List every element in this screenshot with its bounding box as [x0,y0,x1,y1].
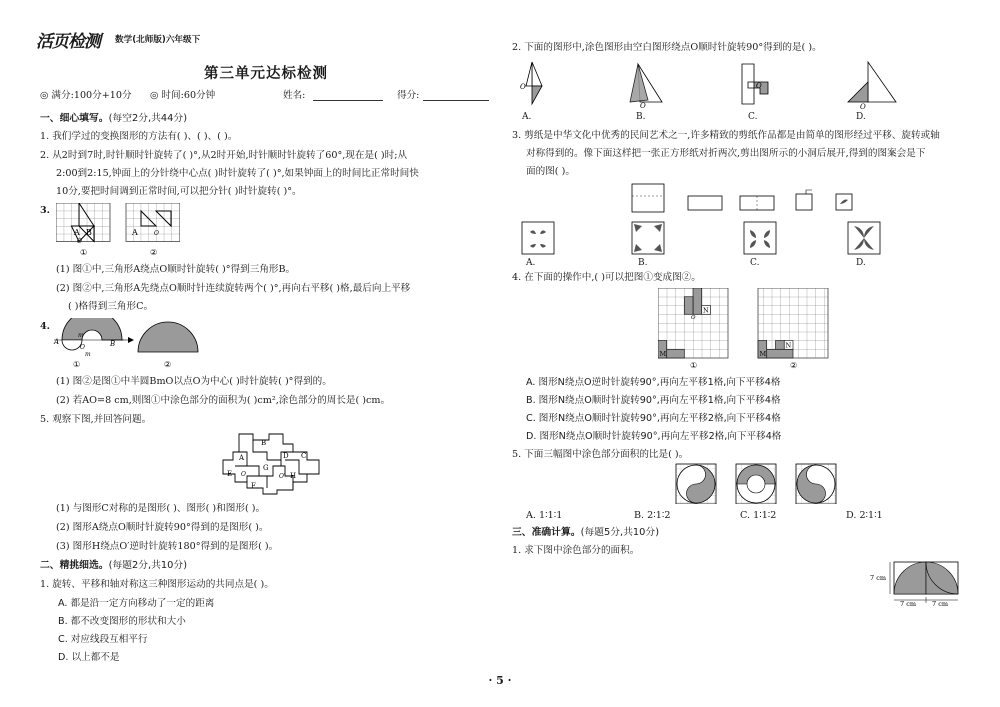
label-A: A [54,338,60,346]
optB-O: O [640,102,646,110]
q2-4-option-b[interactable]: B. 图形N绕点O顺时针旋转90°,再向左平移1格,向下平移4格 [526,395,781,406]
grade-field[interactable] [423,100,489,101]
q1-5-c: (3) 图形H绕点O′逆时针旋转180°得到的是图形( )。 [56,541,279,552]
optA-O: O [520,83,526,91]
q1-4-b: (2) 若AO=8 cm,则图①中涂色部分的面积为( )cm²,涂色部分的周长是( )cm。 [56,395,391,406]
semicircle-2 [138,322,198,352]
dim-width-1: 7 cm [900,600,917,606]
q2-4-option-a[interactable]: A. 图形N绕点O逆时针旋转90°,再向左平移1格,向下平移4格 [526,377,781,388]
optD-O: O [860,103,866,110]
q2-5-option-b[interactable]: B. 2∶1∶2 [634,510,671,521]
grid2-caption: ② [790,361,798,370]
puzzle-A: A [239,454,245,462]
label-a1: A [74,228,80,237]
grid2-M: M [759,350,767,358]
q2-1: 1. 旋转、平移和轴对称这三种图形运动的共同点是( )。 [40,579,274,590]
grade-label: 得分: [397,90,420,101]
q2-3-pattern-options [500,220,1000,256]
section-1-heading: 一、细心填写。(每空2分,共44分) [40,113,188,124]
q2-5-option-d[interactable]: D. 2∶1∶1 [846,510,883,521]
q1-3-number: 3. [40,205,51,216]
q2-4: 4. 在下面的操作中,( )可以把图①变成图②。 [512,272,701,283]
q1-5-b: (2) 图形A绕点O顺时针旋转90°得到的是图形( )。 [56,522,269,533]
q2-3-line3: 面的图( )。 [526,166,575,177]
q4-semicircle-figure [52,318,202,370]
q3-grid-figure [56,203,180,257]
grid1-N: N [703,306,709,315]
time-info: ◎ 时间:60分钟 [150,90,216,101]
label-o2: O [154,230,159,237]
score-info: ◎ 满分:100分+10分 [40,90,132,101]
q2-5-option-c[interactable]: C. 1∶1∶2 [740,510,777,521]
q2-3-line1: 3. 剪纸是中华文化中优秀的民间艺术之一,许多精致的剪纸作品都是由简单的图形经过平移、旋转或轴 [512,130,940,141]
q2-1-option-d[interactable]: D. 以上都不是 [58,652,120,663]
puzzle-G: G [263,464,269,472]
book-subtitle: 数学(北师版)六年级下 [115,35,201,45]
grid1-M: M [659,350,667,358]
q1-1: 1. 我们学过的变换图形的方法有( )、( )、( )。 [40,131,238,142]
label-b1: B [86,228,92,237]
q1-3-a: (1) 图①中,三角形A绕点O顺时针旋转( )°得到三角形B。 [56,264,296,275]
label-m2: m [85,351,91,358]
name-label: 姓名: [283,90,306,101]
label-O: O [80,344,85,351]
shaded-crescent [62,318,122,340]
brand-logo: 活页检测 [36,32,100,52]
q1-3-b-line2: ( )格得到三角形C。 [68,301,154,312]
q2-4-option-d[interactable]: D. 图形N绕点O顺时针旋转90°,再向左平移2格,向下平移4格 [526,431,782,442]
q1-5-a: (1) 与图形C对称的是图形( )、图形( )和图形( )。 [56,503,266,514]
puzzle-O: O [241,471,246,478]
q1-2-line1: 2. 从2时到7时,时针顺时针旋转了( )°,从2时开始,时针顺时针旋转了60°,现在是( )时;从 [40,150,408,161]
caption-1b: ① [73,360,81,369]
label-B: B [110,340,116,348]
puzzle-B: B [261,439,267,447]
q2-4-option-c[interactable]: C. 图形N绕点O顺时针旋转90°,再向左平移2格,向下平移4格 [526,413,781,424]
q2-3-line2: 对称得到的。像下面这样把一张正方形纸对折两次,剪出图所示的小洞后展开,得到的图案会是下 [526,148,926,159]
q2-2-cap-c[interactable]: C. [748,112,758,122]
q1-4-number: 4. [40,321,51,332]
dim-width-2: 7 cm [932,600,949,606]
q3-1-quarter-circle-figure [866,560,966,606]
section-3-heading: 三、准确计算。(每题5分,共10分) [512,527,660,538]
q5-puzzle-figure [219,432,325,496]
right-column [500,0,1000,707]
q2-3-cap-c[interactable]: C. [750,258,760,268]
caption-1: ① [80,248,88,257]
q2-4-grid-figures [658,288,838,370]
q2-1-option-a[interactable]: A. 都是沿一定方向移动了一定的距离 [58,598,215,609]
q2-2-cap-a[interactable]: A. [522,112,532,122]
q2-5: 5. 下面三幅图中涂色部分面积的比是( )。 [512,449,689,460]
dim-height: 7 cm [870,574,887,582]
caption-2: ② [150,248,158,257]
q2-2-rotation-options [512,58,912,110]
q1-2-line2: 2:00到2:15,钟面上的分针绕中心点( )时针旋转了( )°,如果钟面上的时间比正常时间快 [56,168,419,179]
puzzle-F: F [251,482,256,490]
label-m1: m [78,332,84,339]
page-title: 第三单元达标检测 [204,66,328,82]
puzzle-H: H [290,472,297,480]
grid2-N: N [785,341,792,350]
q2-2: 2. 下面的图形中,涂色图形由空白图形绕点O顺时针旋转90°得到的是( )。 [512,42,822,53]
puzzle-C: C [301,452,307,460]
q2-1-option-b[interactable]: B. 都不改变图形的形状和大小 [58,616,186,627]
q1-3-b-line1: (2) 图②中,三角形A先绕点O顺时针连续旋转两个( )°,再向右平移( )格,最后向上平移 [56,283,411,294]
q1-4-a: (1) 图②是图①中半圆BmO以点O为中心( )时针旋转( )°得到的。 [56,376,332,387]
arrow-icon [128,337,134,343]
q1-5: 5. 观察下图,并回答问题。 [40,414,152,425]
section-2-heading: 二、精挑细选。(每题2分,共10分) [40,560,188,571]
q2-5-option-a[interactable]: A. 1∶1∶1 [526,510,563,521]
q2-1-option-c[interactable]: C. 对应线段互相平行 [58,634,148,645]
q2-2-cap-b[interactable]: B. [636,112,646,122]
label-a2: A [132,228,138,237]
label-o1: O [77,238,82,245]
grid1-O: O [691,315,696,321]
name-field[interactable] [313,100,383,101]
optC-O: O [756,82,762,90]
puzzle-D: D [283,452,289,460]
q2-3-cap-b[interactable]: B. [638,258,648,268]
page-number: · 5 · [488,674,512,687]
q2-3-cap-a[interactable]: A. [526,258,536,268]
q3-1: 1. 求下图中涂色部分的面积。 [512,545,640,556]
puzzle-E: E [227,470,233,478]
grid1-caption: ① [690,361,698,370]
q2-2-cap-d[interactable]: D. [856,112,866,122]
q1-2-line3: 10分,要把时间调到正常时间,可以把分针( )时针旋转( )°。 [56,186,302,197]
q2-5-shaded-circles [674,462,844,504]
small-semicircle [62,340,82,350]
puzzle-O2: O′ [279,473,286,480]
q2-3-folding-steps [630,182,860,216]
q2-3-cap-d[interactable]: D. [856,258,866,268]
caption-2b: ② [164,360,172,369]
